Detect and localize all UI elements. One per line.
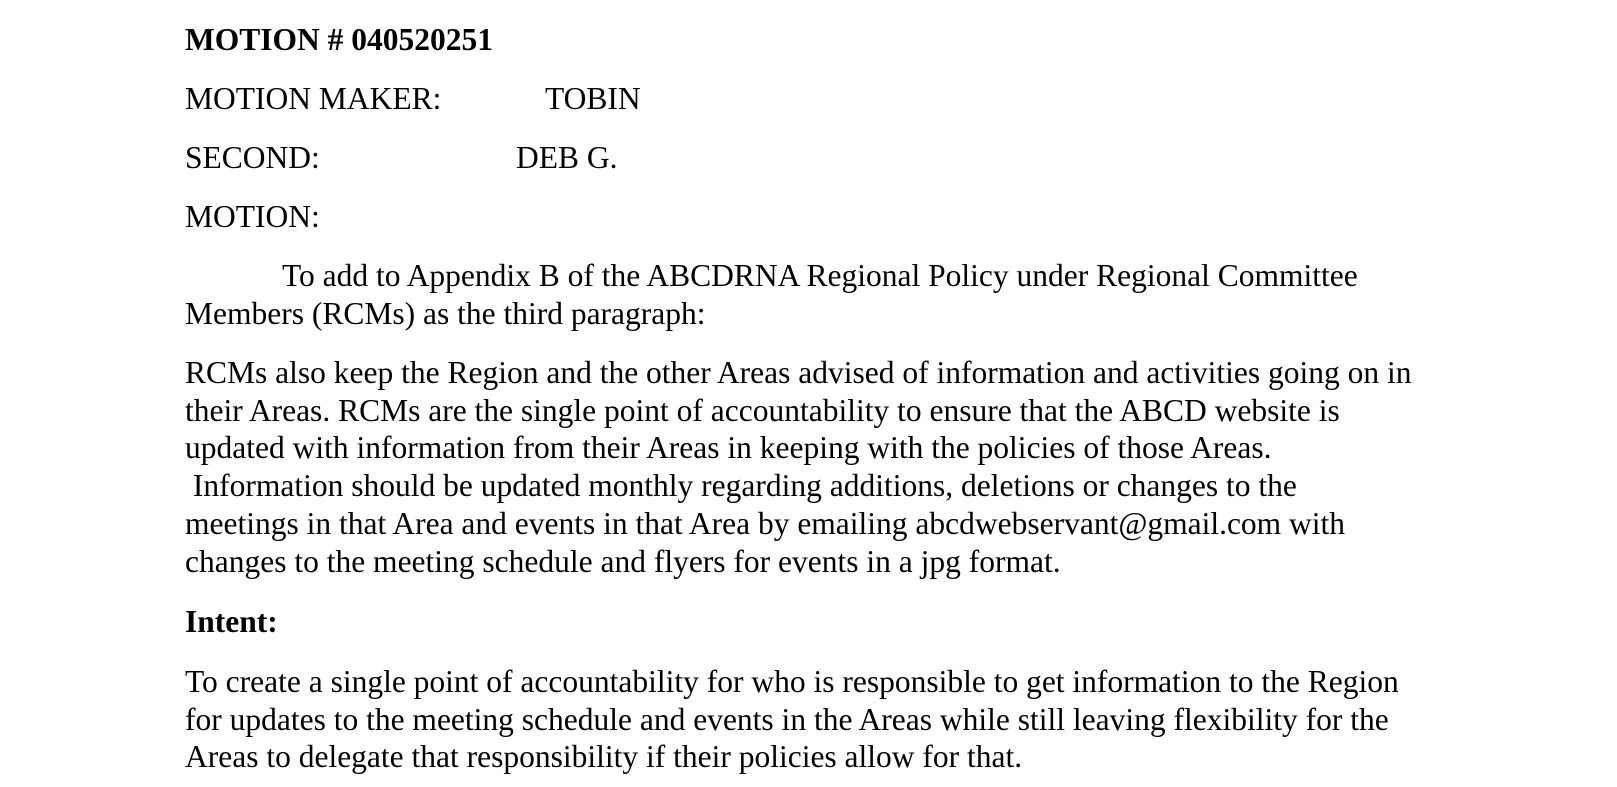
motion-text-line: Members (RCMs) as the third paragraph:	[185, 295, 706, 331]
rcm-paragraph	[185, 354, 1585, 580]
intent-heading: Intent:	[185, 604, 278, 639]
rcm-paragraph-line: their Areas. RCMs are the single point of accountability to ensure that the ABCD website is	[185, 392, 1340, 428]
intent-paragraph-line: Areas to delegate that responsibility if their policies allow for that.	[185, 739, 1023, 775]
intent-paragraph-line: for updates to the meeting schedule and events in the Areas while still leaving flexibility for the	[185, 701, 1389, 737]
rcm-paragraph-line: changes to the meeting schedule and flyers for events in a jpg format.	[185, 543, 1061, 579]
rcm-paragraph-line: RCMs also keep the Region and the other Areas advised of information and activities going on in	[185, 355, 1412, 390]
rcm-paragraph-line: meetings in that Area and events in that Area by emailing abcdwebservant@gmail.com with	[185, 505, 1346, 541]
motion-text-line: To add to Appendix B of the ABCDRNA Regional Policy under Regional Committee	[282, 258, 1358, 293]
motion-maker-label: MOTION MAKER:	[185, 81, 442, 116]
motion-maker-value: TOBIN	[545, 81, 641, 116]
motion-label: MOTION:	[185, 199, 320, 234]
rcm-paragraph-line: Information should be updated monthly regarding additions, deletions or changes to the	[185, 468, 1297, 504]
intent-paragraph	[185, 663, 1585, 776]
motion-text	[185, 257, 1585, 332]
second-row	[185, 139, 320, 177]
second-label: SECOND:	[185, 140, 320, 175]
motion-number-heading: MOTION # 040520251	[185, 22, 494, 57]
motion-maker-row	[185, 80, 441, 118]
second-value: DEB G.	[516, 140, 618, 175]
intent-paragraph-line: To create a single point of accountability for who is responsible to get information to the Region	[185, 664, 1399, 699]
rcm-paragraph-line: updated with information from their Areas in keeping with the policies of those Areas.	[185, 430, 1272, 466]
